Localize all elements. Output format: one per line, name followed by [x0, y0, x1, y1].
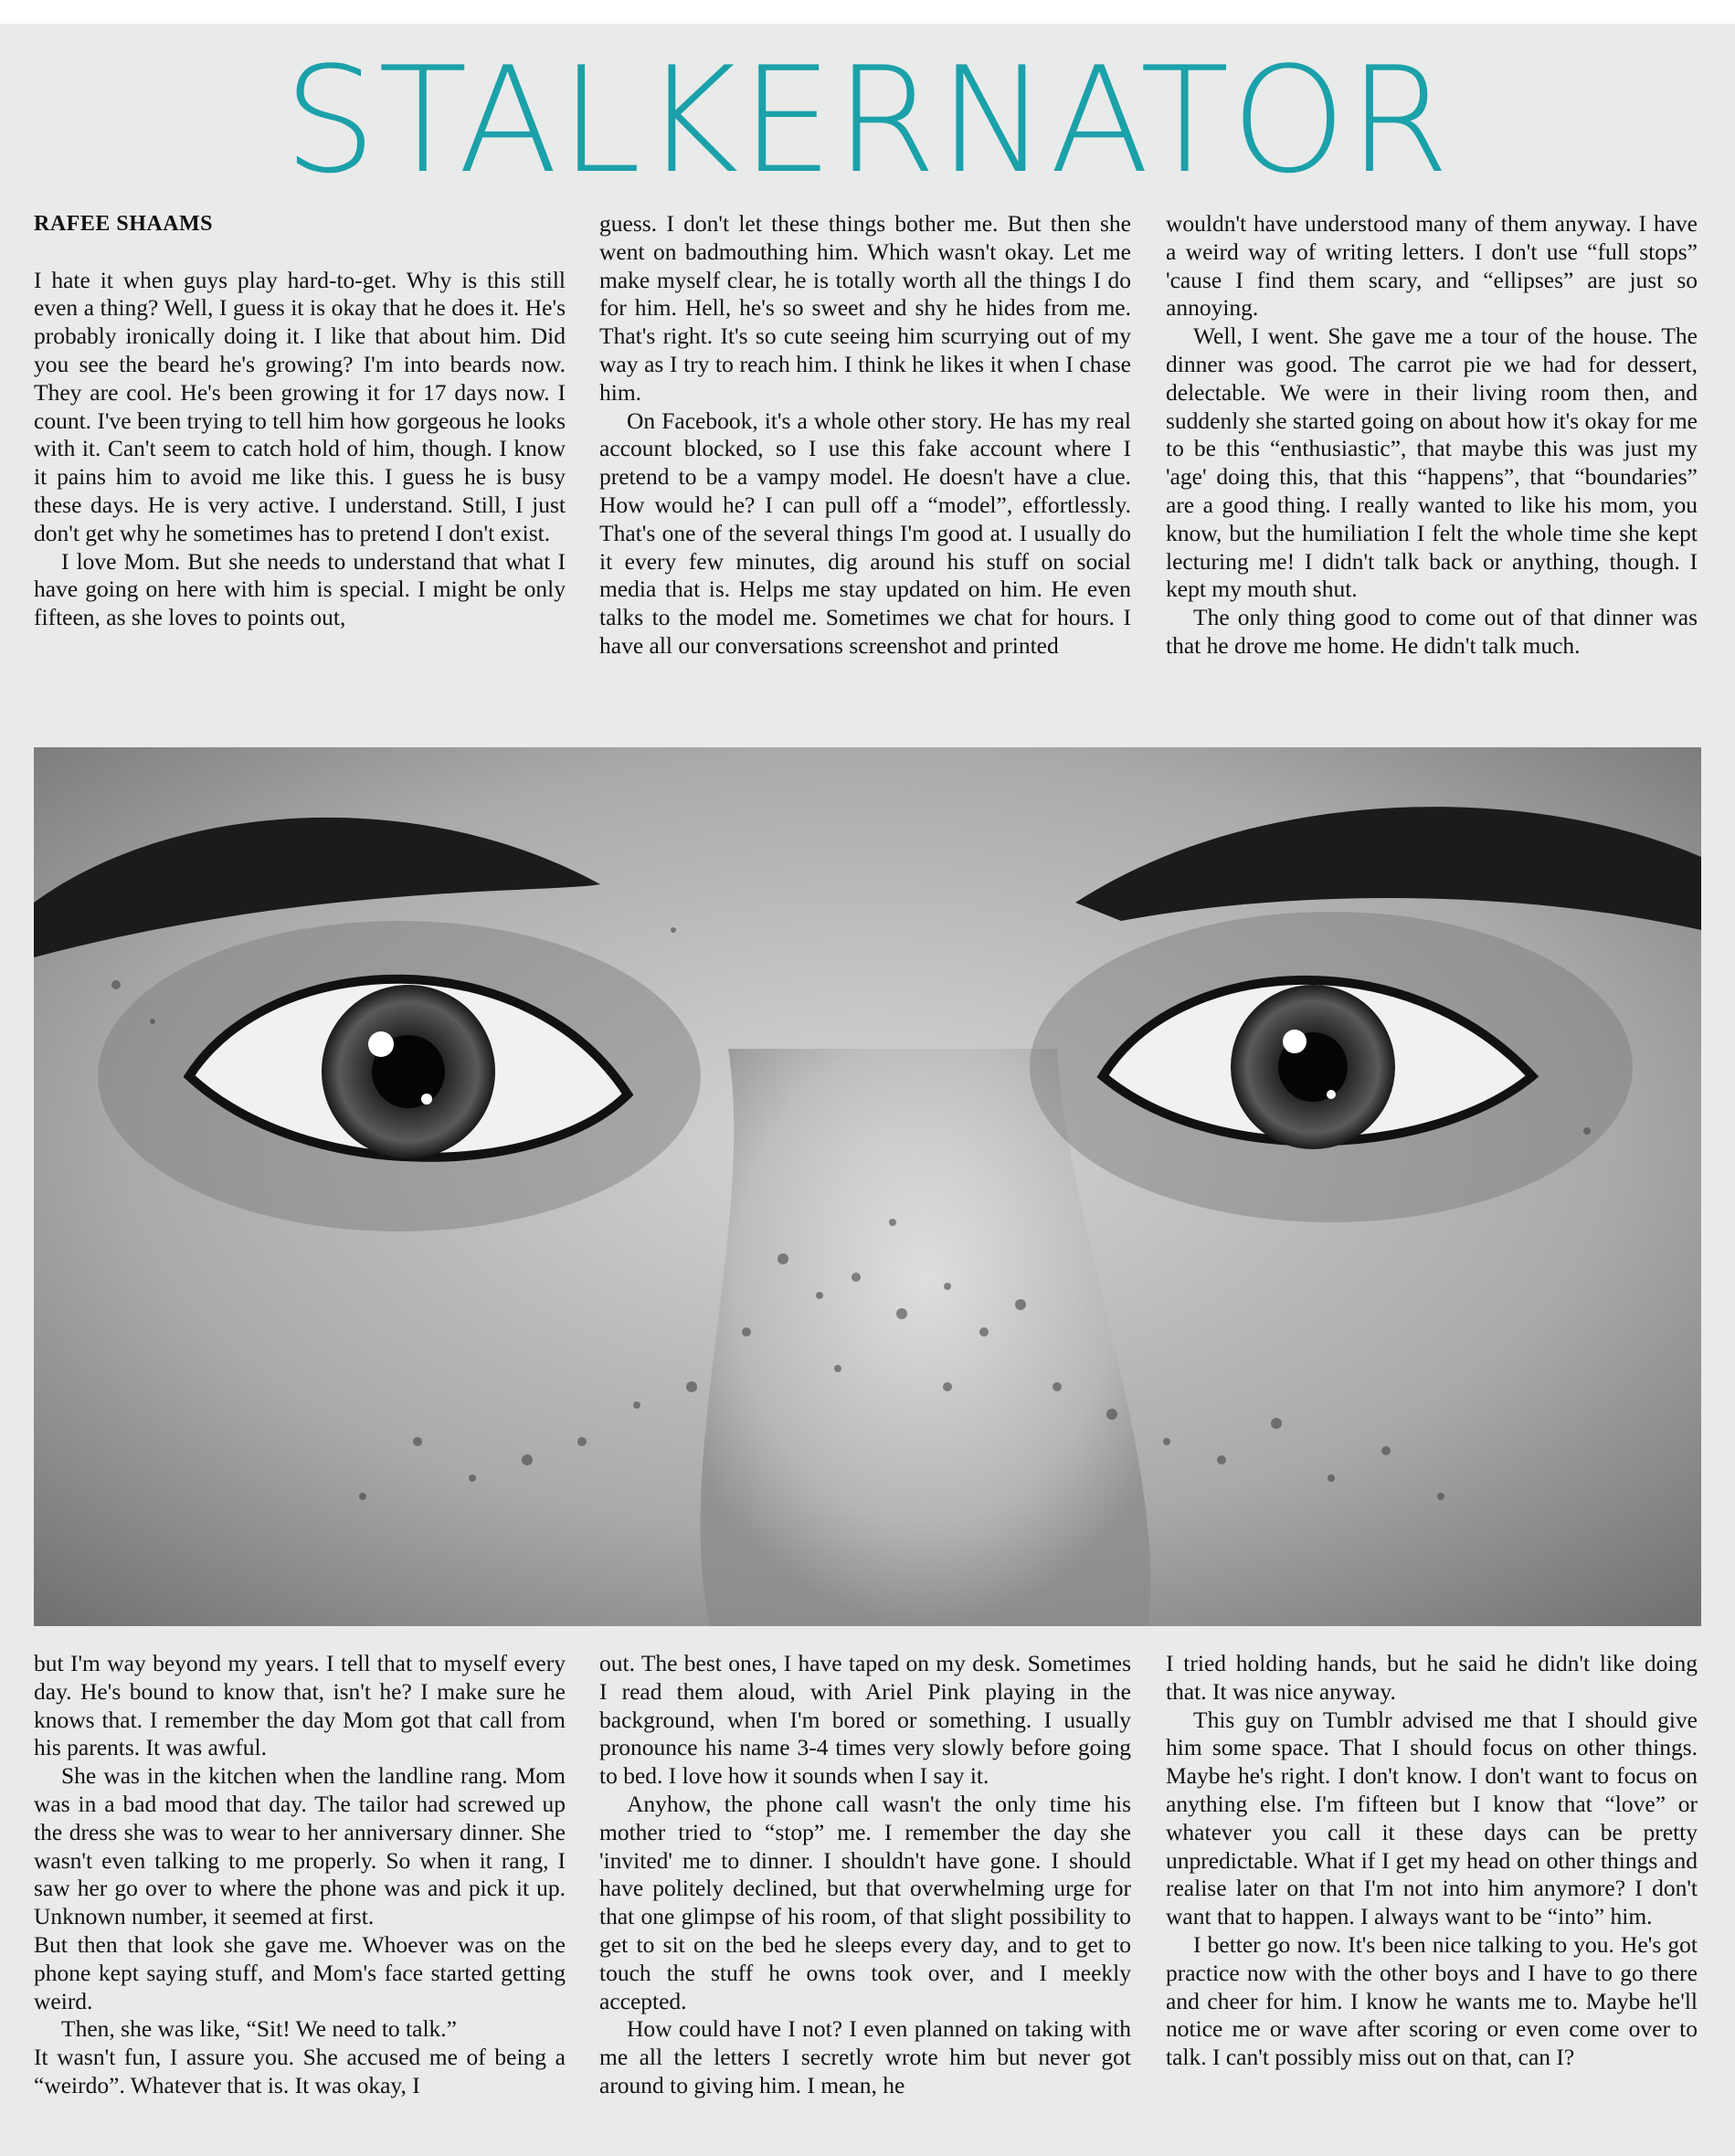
- paragraph: but I'm way beyond my years. I tell that to myself every day. He's bound to know that, isn't he? I make sure he knows that. I remember the day Mom got that call from his parents. It was awful.: [34, 1650, 566, 1761]
- paragraph: I better go now. It's been nice talking to you. He's got practice now with the other boys and I have to go there and cheer for him. I know he wants me to. Maybe he'll notice me or wave after scoring or even come over to talk. I can't possibly miss out on that, can I?: [1166, 1930, 1698, 2071]
- paragraph: She was in the kitchen when the landline rang. Mom was in a bad mood that day. The tailor had screwed up the dress she was to wear to her anniversary dinner. She wasn't even talking to me properly. So when it rang, I saw her go over to where the phone was and pick it up. Unknown number, it seemed at first.: [34, 1762, 566, 1930]
- top-column-1: [34, 210, 566, 703]
- paragraph: Then, she was like, “Sit! We need to talk.”: [61, 2015, 457, 2043]
- bottom-column-3: [1166, 1650, 1698, 2143]
- paragraph: Well, I went. She gave me a tour of the house. The dinner was good. The carrot pie we had for dessert, delectable. We were in their living room then, and suddenly she started going on about how it's okay for me to be this “enthusiastic”, that maybe this was just my 'age' doing this, that this “happens”, that “boundaries” are a good thing. I really wanted to like his mom, you know, but the humiliation I felt the whole time she kept lecturing me! I didn't talk back or anything, though. I kept my mouth shut.: [1166, 322, 1698, 603]
- paragraph: out. The best ones, I have taped on my desk. Sometimes I read them aloud, with Ariel Pink playing in the background, when I'm bored or something. I usually pronounce his name 3-4 times very slowly before going to bed. I love how it sounds when I say it.: [599, 1650, 1131, 1790]
- paragraph: I love Mom. But she needs to understand that what I have going on here with him is special. I might be only fifteen, as she loves to points out,: [34, 547, 566, 631]
- eyes-photo-illustration: [34, 747, 1701, 1626]
- bottom-column-2: [599, 1650, 1131, 2143]
- paragraph: The only thing good to come out of that dinner was that he drove me home. He didn't talk much.: [1166, 604, 1698, 659]
- top-column-3: [1166, 210, 1698, 703]
- paragraph: It wasn't fun, I assure you. She accused me of being a “weirdo”. Whatever that is. It was okay, I: [34, 2044, 566, 2098]
- byline: RAFEE SHAAMS: [34, 212, 214, 236]
- paragraph: This guy on Tumblr advised me that I should give him some space. That I should focus on other things. Maybe he's right. I don't know. I don't want to focus on anything else. I'm fifteen but I know that “love” or whatever you call it these days can be pretty unpredictable. What if I get my head on other things and realise later on that I'm not into him anymore? I don't want that to happen. I always want to be “into” him.: [1166, 1706, 1698, 1930]
- paragraph: But then that look she gave me. Whoever was on the phone kept saying stuff, and Mom's face started getting weird.: [34, 1930, 566, 2014]
- paragraph: guess. I don't let these things bother me. But then she went on badmouthing him. Which wasn't okay. Let me make myself clear, he is totally worth all the things I do for him. Hell, he's so sweet and shy he hides from me. That's right. It's so cute seeing him scurrying out of my way as I try to reach him. I think he likes it when I chase him.: [599, 210, 1131, 406]
- bottom-column-1: [34, 1650, 566, 2143]
- top-column-2: [599, 210, 1131, 703]
- paragraph: How could have I not? I even planned on taking with me all the letters I secretly wrote him but never got around to giving him. I mean, he: [599, 2015, 1131, 2098]
- paragraph: Anyhow, the phone call wasn't the only time his mother tried to “stop” me. I remember the day she 'invited' me to dinner. I shouldn't have gone. I should have politely declined, but that overwhelming urge for that one glimpse of his room, of that slight possibility to get to sit on the bed he sleeps every day, and to get to touch the stuff he owns took over, and I meekly accepted.: [599, 1790, 1131, 2014]
- paragraph: On Facebook, it's a whole other story. He has my real account blocked, so I use this fake account where I pretend to be a vampy model. He doesn't have a clue. How would he? I can pull off a “model”, effortlessly. That's one of the several things I'm good at. I usually do it every few minutes, dig around his stuff on social media that is. Helps me stay updated on him. He even talks to the model me. Sometimes we chat for hours. I have all our conversations screenshot and printed: [599, 407, 1131, 659]
- article-title: STALKERNATOR: [283, 35, 1452, 206]
- paragraph: wouldn't have understood many of them anyway. I have a weird way of writing letters. I don't use “full stops” 'cause I find them scary, and “ellipses” are just so annoying.: [1166, 210, 1698, 322]
- paragraph: I hate it when guys play hard-to-get. Why is this still even a thing? Well, I guess it is okay that he does it. He's probably ironically doing it. I like that about him. Did you see the beard he's growing? I'm into beards now. They are cool. He's been growing it for 17 days now. I count. I've been trying to tell him how gorgeous he looks with it. Can't seem to catch hold of him, though. I know it pains him to avoid me like this. I guess he is busy these days. He is very active. I understand. Still, I just don't get why he sometimes has to pretend I don't exist.: [34, 266, 566, 546]
- eyes-photo: [34, 747, 1701, 1626]
- paragraph: I tried holding hands, but he said he didn't like doing that. It was nice anyway.: [1166, 1650, 1698, 1705]
